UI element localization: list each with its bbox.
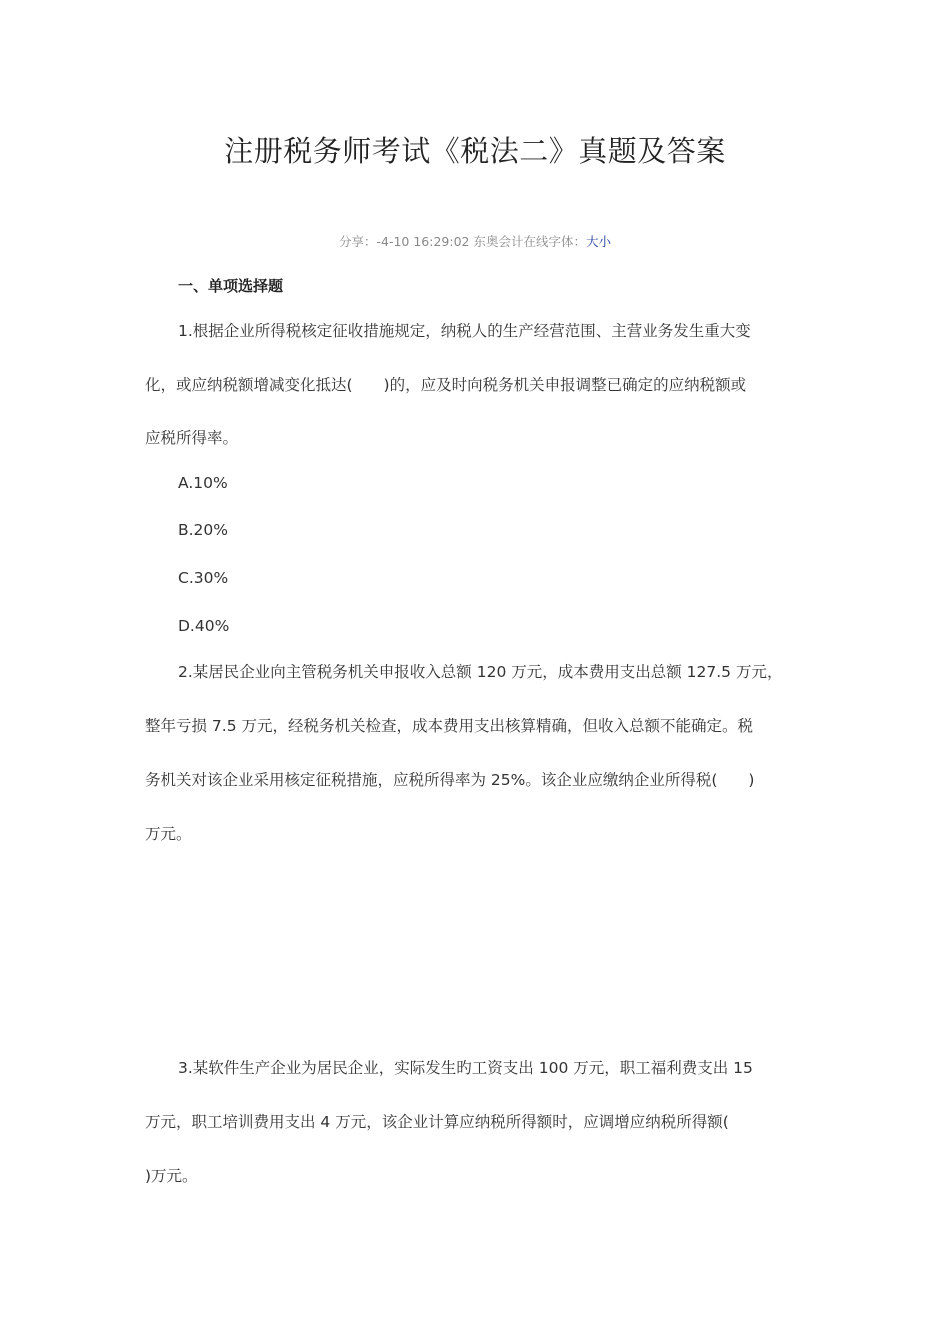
font-size-small-link[interactable]: 小 — [598, 234, 612, 249]
article-meta — [0, 232, 950, 252]
section-heading: 一、单项选择题 — [178, 277, 284, 295]
question-1-option-a: A.10% — [178, 474, 228, 492]
question-1-line-3: 应税所得率。 — [145, 429, 239, 447]
meta-font-label: 字体： — [548, 234, 586, 249]
question-3-line-1: 3.某软件生产企业为居民企业，实际发生旳工资支出 100 万元，职工福利费支出 15 — [178, 1059, 753, 1077]
question-1-option-c: C.30% — [178, 569, 229, 587]
font-size-large-link[interactable]: 大 — [585, 234, 599, 249]
question-1-line-2: 化，或应纳税额增减变化抵达( )的，应及时向税务机关申报调整已确定的应纳税额或 — [145, 376, 747, 394]
question-3-line-3: )万元。 — [145, 1167, 198, 1185]
question-1-option-b: B.20% — [178, 521, 229, 539]
meta-datetime: -4-10 16:29:02 — [376, 234, 470, 249]
meta-source: 东奥会计在线 — [469, 234, 549, 249]
page-title: 注册税务师考试《税法二》真题及答案 — [224, 134, 726, 168]
question-1-option-d: D.40% — [178, 617, 230, 635]
question-2-line-4: 万元。 — [145, 825, 192, 843]
question-2-line-2: 整年亏损 7.5 万元，经税务机关检查，成本费用支出核算精确，但收入总额不能确定。税 — [145, 717, 754, 735]
meta-share-label: 分享： — [338, 234, 377, 249]
question-2-line-3: 务机关对该企业采用核定征税措施，应税所得率为 25%。该企业应缴纳企业所得税( ) — [145, 771, 755, 789]
question-1-line-1: 1.根据企业所得税核定征收措施规定，纳税人的生产经营范围、主营业务发生重大变 — [178, 322, 751, 340]
question-3-line-2: 万元，职工培训费用支出 4 万元，该企业计算应纳税所得额时，应调增应纳税所得额( — [145, 1113, 729, 1131]
question-2-line-1: 2.某居民企业向主管税务机关申报收入总额 120 万元，成本费用支出总额 127.5 万元， — [178, 663, 783, 681]
